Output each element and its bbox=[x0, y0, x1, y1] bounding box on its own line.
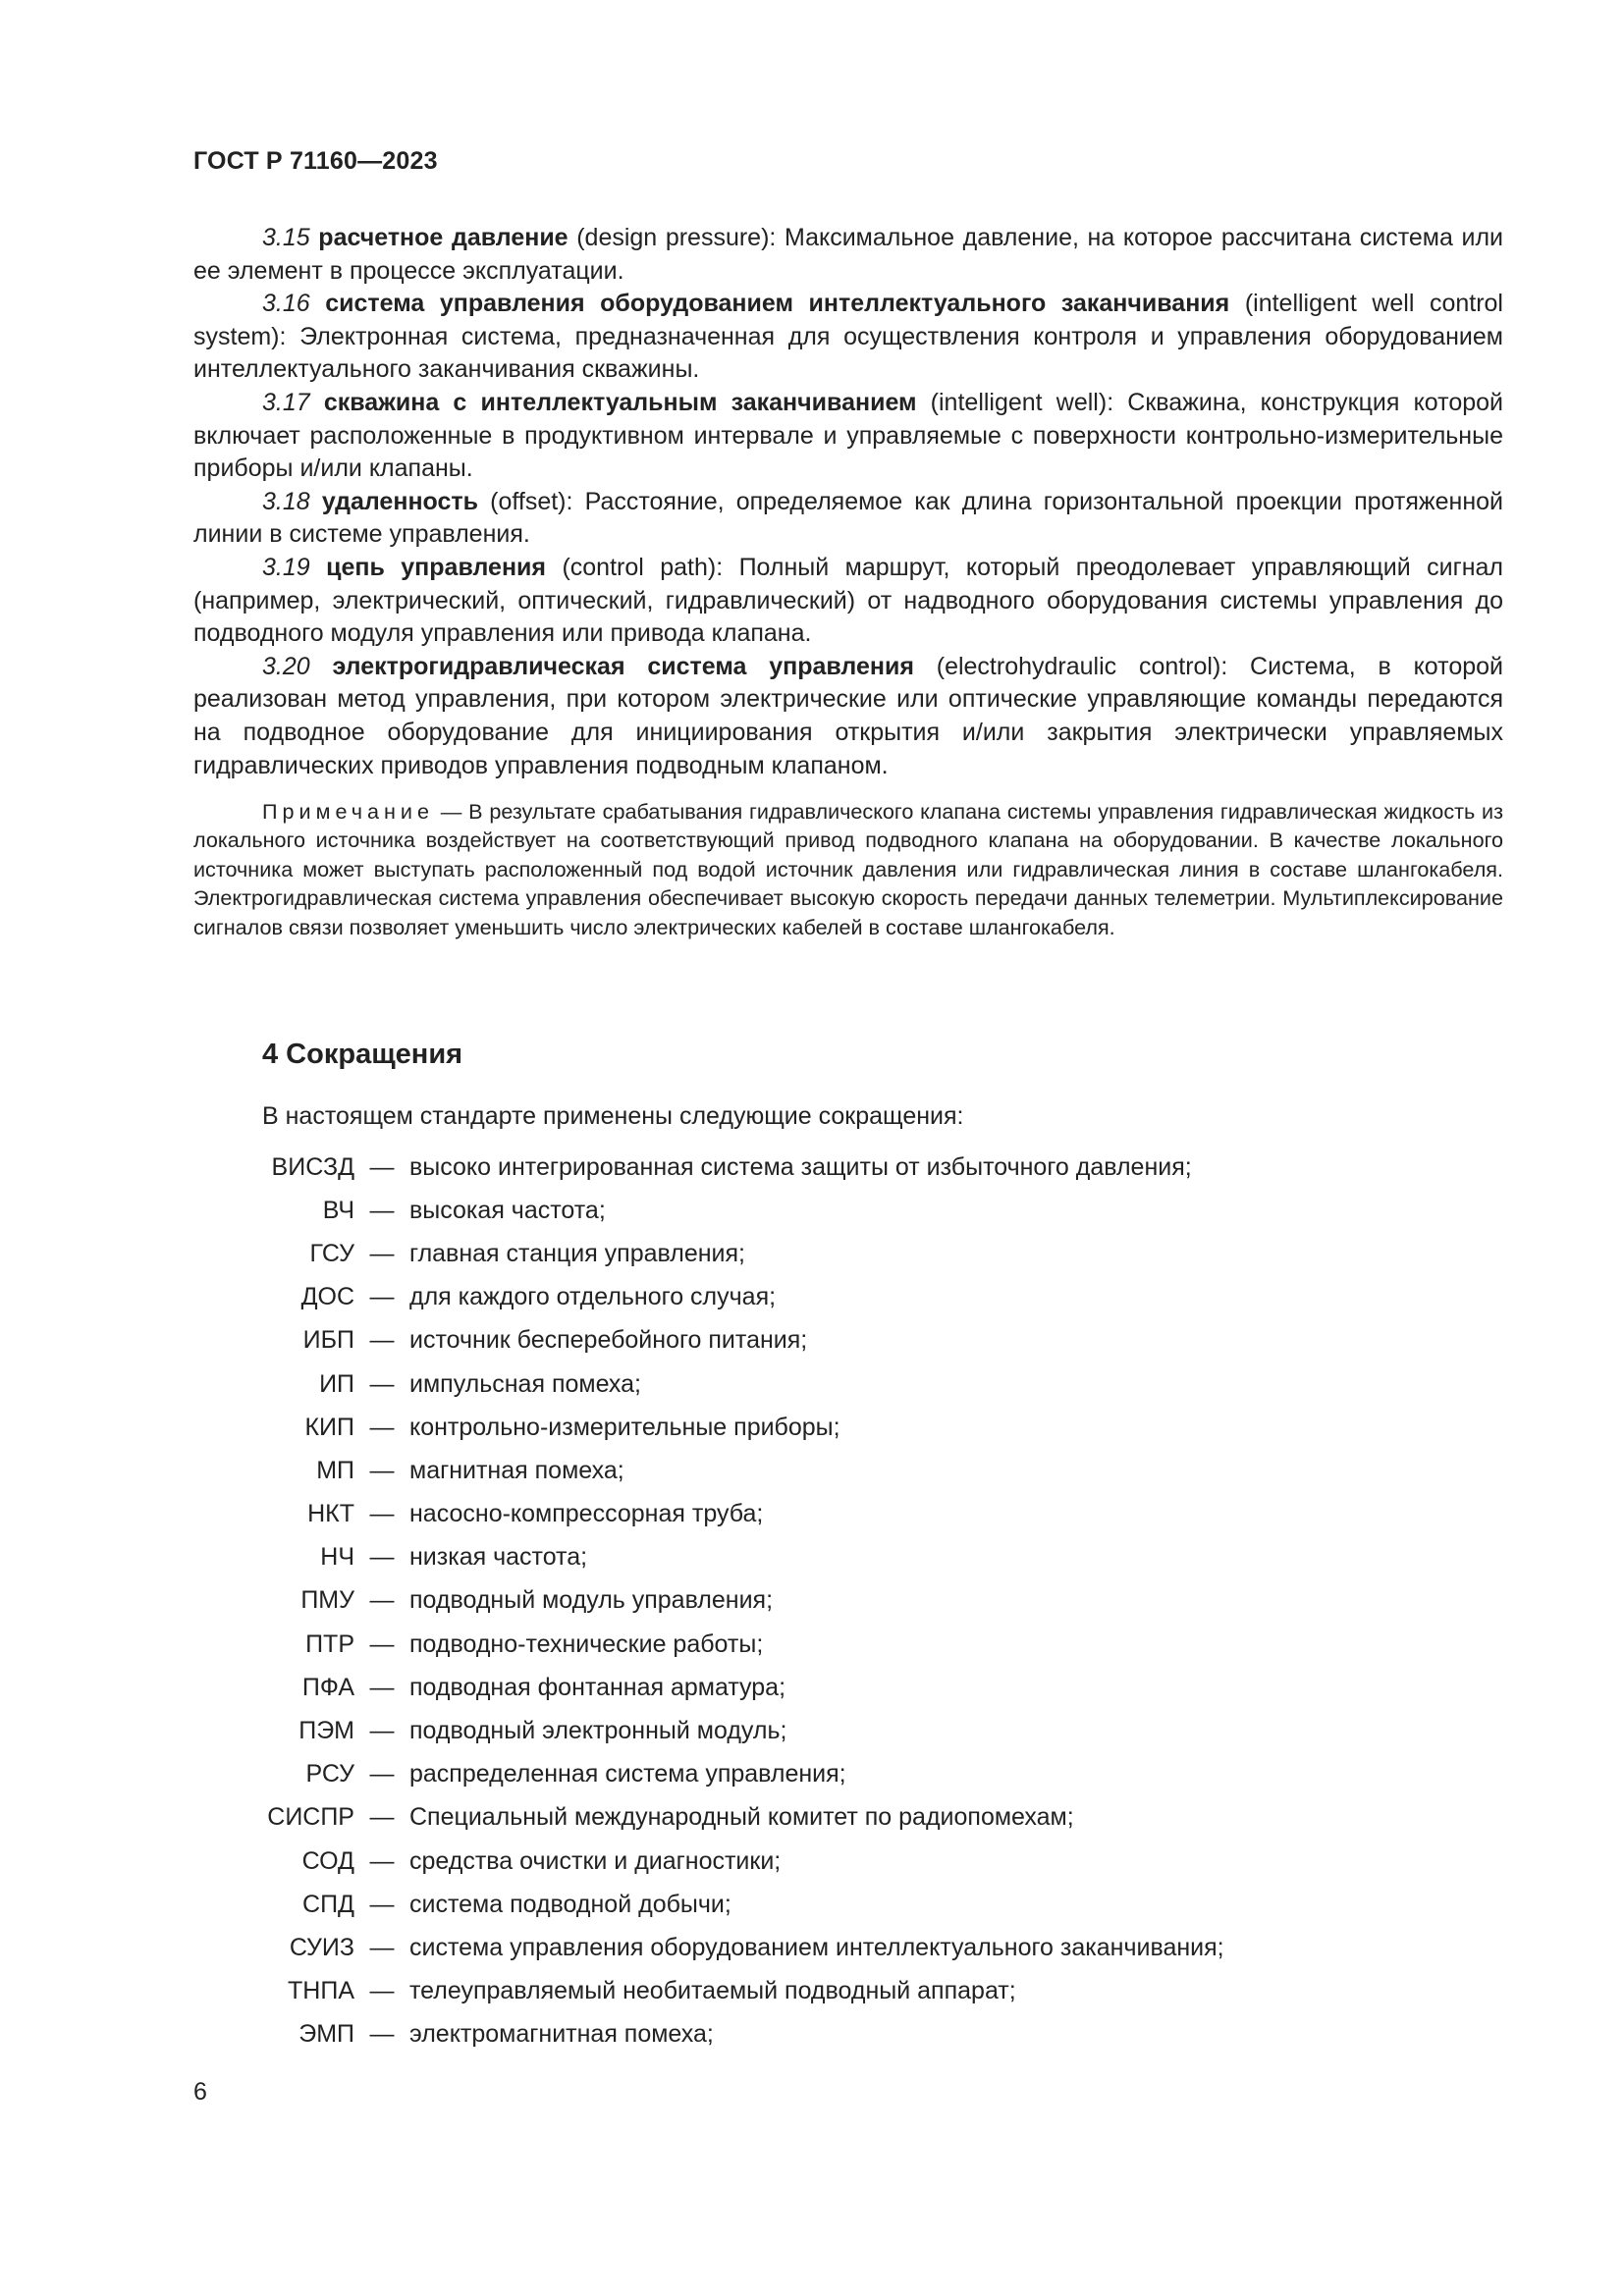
definition-item bbox=[193, 288, 1503, 387]
section-title: 4 Сокращения bbox=[262, 1039, 463, 1070]
definition-term: скважина с интеллектуальным заканчиванием bbox=[323, 388, 917, 416]
abbreviation-description: для каждого отдельного случая; bbox=[409, 1283, 777, 1311]
abbreviation-description: подводно-технические работы; bbox=[409, 1629, 764, 1658]
abbreviation-description: источник бесперебойного питания; bbox=[409, 1326, 808, 1355]
abbreviation-term: ПЭМ bbox=[298, 1717, 354, 1745]
definition-item bbox=[193, 222, 1503, 288]
definition-english: (design pressure) bbox=[568, 224, 770, 251]
abbreviation-row bbox=[193, 1232, 1509, 1275]
abbreviation-row bbox=[193, 1970, 1509, 2013]
abbreviation-dash: — bbox=[369, 1326, 395, 1355]
definition-text: : Электронная система, предназначенная для осуществления контроля и управления оборудованием интеллектуального заканчивания скважины. bbox=[193, 322, 1503, 384]
abbreviation-description: подводный электронный модуль; bbox=[409, 1717, 787, 1745]
abbreviation-dash: — bbox=[369, 1152, 395, 1181]
abbreviation-description: телеуправляемый необитаемый подводный аппарат; bbox=[409, 1977, 1016, 2005]
definition-english: (control path) bbox=[546, 553, 717, 581]
abbreviation-dash: — bbox=[369, 1283, 395, 1311]
abbreviation-description: магнитная помеха; bbox=[409, 1456, 624, 1484]
abbreviation-term: ДОС bbox=[300, 1283, 354, 1311]
abbreviation-dash: — bbox=[369, 1196, 395, 1224]
definition-number: 3.18 bbox=[262, 487, 310, 515]
abbreviation-dash: — bbox=[369, 1760, 395, 1789]
abbreviation-term: СИСПР bbox=[267, 1803, 354, 1832]
abbreviation-row bbox=[193, 1709, 1509, 1752]
abbreviation-dash: — bbox=[369, 1890, 395, 1918]
abbreviation-description: распределенная система управления; bbox=[409, 1760, 846, 1789]
abbreviation-dash: — bbox=[369, 1933, 395, 1961]
abbreviation-term: РСУ bbox=[305, 1760, 354, 1789]
abbreviation-description: электромагнитная помеха; bbox=[409, 2020, 714, 2049]
abbreviation-description: система подводной добычи; bbox=[409, 1890, 731, 1918]
abbreviation-description: высокая частота; bbox=[409, 1196, 606, 1224]
definition-item bbox=[193, 552, 1503, 651]
abbreviation-row bbox=[193, 1536, 1509, 1579]
abbreviation-term: ИП bbox=[319, 1369, 354, 1398]
definition-text: : Система, в которой реализован метод управления, при котором электрические или оптические управляющие команды передаются на подводное оборудование для инициирования открытия и/или закрытия электрически управляемых гидравлических приводов управления подводным клапаном. bbox=[193, 652, 1503, 779]
note-paragraph bbox=[193, 797, 1503, 941]
note-text: — В результате срабатывания гидравлического клапана системы управления гидравлическая жидкость из локального источника воздействует на соответствующий привод подводного клапана на оборудовании. В качестве локального источника может выступать расположенный под водой источник давления или гидравлическая линия в составе шлангокабеля. Электрогидравлическая система управления обеспечивает высокую скорость передачи данных телеметрии. Мультиплексирование сигналов связи позволяет уменьшить число электрических кабелей в составе шлангокабеля. bbox=[193, 799, 1503, 939]
abbreviation-description: контрольно-измерительные приборы; bbox=[409, 1413, 840, 1441]
definition-term: удаленность bbox=[321, 487, 478, 515]
abbreviation-row bbox=[193, 1883, 1509, 1926]
abbreviation-description: система управления оборудованием интеллектуального заканчивания; bbox=[409, 1933, 1224, 1961]
abbreviation-description: насосно-компрессорная труба; bbox=[409, 1500, 764, 1528]
abbreviation-dash: — bbox=[369, 1717, 395, 1745]
abbreviation-dash: — bbox=[369, 2020, 395, 2049]
note-label: Примечание bbox=[262, 799, 434, 824]
abbreviation-term: ПМУ bbox=[300, 1586, 354, 1615]
definition-term: расчетное давление bbox=[318, 224, 568, 251]
abbreviation-dash: — bbox=[369, 1543, 395, 1572]
abbreviation-list bbox=[193, 1146, 1509, 2056]
abbreviation-description: главная станция управления; bbox=[409, 1239, 745, 1267]
definition-english: (intelligent well) bbox=[916, 388, 1108, 416]
abbreviation-row bbox=[193, 1926, 1509, 1969]
abbreviation-description: Специальный международный комитет по радиопомехам; bbox=[409, 1803, 1074, 1832]
abbreviation-term: ТНПА bbox=[288, 1977, 354, 2005]
abbreviation-term: МП bbox=[316, 1456, 354, 1484]
abbreviation-term: ИБП bbox=[302, 1326, 354, 1355]
abbreviation-description: низкая частота; bbox=[409, 1543, 588, 1572]
abbreviation-term: ВЧ bbox=[322, 1196, 354, 1224]
abbreviation-dash: — bbox=[369, 1803, 395, 1832]
abbreviation-row bbox=[193, 1276, 1509, 1319]
abbreviation-term: СУИЗ bbox=[289, 1933, 354, 1961]
abbreviation-term: СОД bbox=[301, 1846, 354, 1875]
abbreviation-description: подводная фонтанная арматура; bbox=[409, 1673, 786, 1701]
page-number: 6 bbox=[193, 2078, 207, 2106]
abbreviation-row bbox=[193, 1493, 1509, 1536]
abbreviation-term: СПД bbox=[302, 1890, 354, 1918]
abbreviation-term: НКТ bbox=[307, 1500, 354, 1528]
abbreviation-term: НЧ bbox=[320, 1543, 354, 1572]
definition-term: система управления оборудованием интеллектуального заканчивания bbox=[325, 290, 1230, 318]
abbreviation-dash: — bbox=[369, 1977, 395, 2005]
abbreviation-dash: — bbox=[369, 1369, 395, 1398]
definition-number: 3.16 bbox=[262, 290, 310, 318]
definition-text: : Скважина, конструкция которой включает расположенные в продуктивном интервале и управляемые с поверхности контрольно-измерительные приборы и/или клапаны. bbox=[193, 388, 1503, 483]
abbreviation-dash: — bbox=[369, 1846, 395, 1875]
abbreviation-row bbox=[193, 1623, 1509, 1666]
abbreviation-term: ЭМП bbox=[298, 2020, 354, 2049]
abbreviation-dash: — bbox=[369, 1413, 395, 1441]
abbreviation-dash: — bbox=[369, 1500, 395, 1528]
abbreviation-row bbox=[193, 2013, 1509, 2056]
abbreviation-dash: — bbox=[369, 1456, 395, 1484]
definition-term: электрогидравлическая система управления bbox=[332, 652, 914, 680]
definition-term: цепь управления bbox=[326, 553, 547, 581]
abbreviation-row bbox=[193, 1840, 1509, 1883]
definition-text: : Полный маршрут, который преодолевает управляющий сигнал (например, электрический, оптический, гидравлический) от надводного оборудования системы управления до подводного модуля управления или привода клапана. bbox=[193, 553, 1504, 648]
abbreviation-description: высоко интегрированная система защиты от избыточного давления; bbox=[409, 1152, 1192, 1181]
abbreviation-description: средства очистки и диагностики; bbox=[409, 1846, 782, 1875]
definition-item bbox=[193, 651, 1503, 782]
definitions-block bbox=[193, 222, 1503, 782]
abbreviation-row bbox=[193, 1449, 1509, 1492]
definition-english: (offset) bbox=[478, 487, 567, 515]
abbreviation-term: ПФА bbox=[301, 1673, 354, 1701]
abbreviation-row bbox=[193, 1579, 1509, 1623]
abbreviation-row bbox=[193, 1146, 1509, 1189]
definition-number: 3.17 bbox=[262, 388, 310, 416]
abbreviation-dash: — bbox=[369, 1629, 395, 1658]
definition-text: : Расстояние, определяемое как длина горизонтальной проекции протяженной линии в системе управления. bbox=[193, 487, 1503, 549]
abbreviation-row bbox=[193, 1753, 1509, 1796]
definition-number: 3.19 bbox=[262, 553, 310, 581]
abbreviation-row bbox=[193, 1319, 1509, 1362]
abbreviation-dash: — bbox=[369, 1586, 395, 1615]
abbreviation-row bbox=[193, 1362, 1509, 1406]
abbreviation-description: импульсная помеха; bbox=[409, 1369, 641, 1398]
definition-item bbox=[193, 387, 1503, 486]
abbreviation-term: ГСУ bbox=[309, 1239, 354, 1267]
abbreviation-description: подводный модуль управления; bbox=[409, 1586, 774, 1615]
abbreviation-term: ПТР bbox=[305, 1629, 354, 1658]
abbreviation-dash: — bbox=[369, 1239, 395, 1267]
abbreviation-term: КИП bbox=[304, 1413, 354, 1441]
definition-text: : Максимальное давление, на которое рассчитана система или ее элемент в процессе эксплуатации. bbox=[193, 224, 1504, 285]
definition-english: (intelligent well control system) bbox=[193, 290, 1503, 350]
abbreviation-row bbox=[193, 1666, 1509, 1709]
definition-number: 3.15 bbox=[262, 224, 310, 251]
abbreviation-row bbox=[193, 1406, 1509, 1449]
abbreviation-row bbox=[193, 1796, 1509, 1840]
abbreviation-row bbox=[193, 1189, 1509, 1232]
abbreviation-term: ВИСЗД bbox=[271, 1152, 354, 1181]
document-header: ГОСТ Р 71160—2023 bbox=[193, 147, 438, 175]
abbreviation-dash: — bbox=[369, 1673, 395, 1701]
definition-item bbox=[193, 486, 1503, 552]
definition-english: (electrohydraulic control) bbox=[913, 652, 1221, 680]
section-intro: В настоящем стандарте применены следующие сокращения: bbox=[262, 1102, 964, 1130]
definition-number: 3.20 bbox=[262, 652, 310, 680]
